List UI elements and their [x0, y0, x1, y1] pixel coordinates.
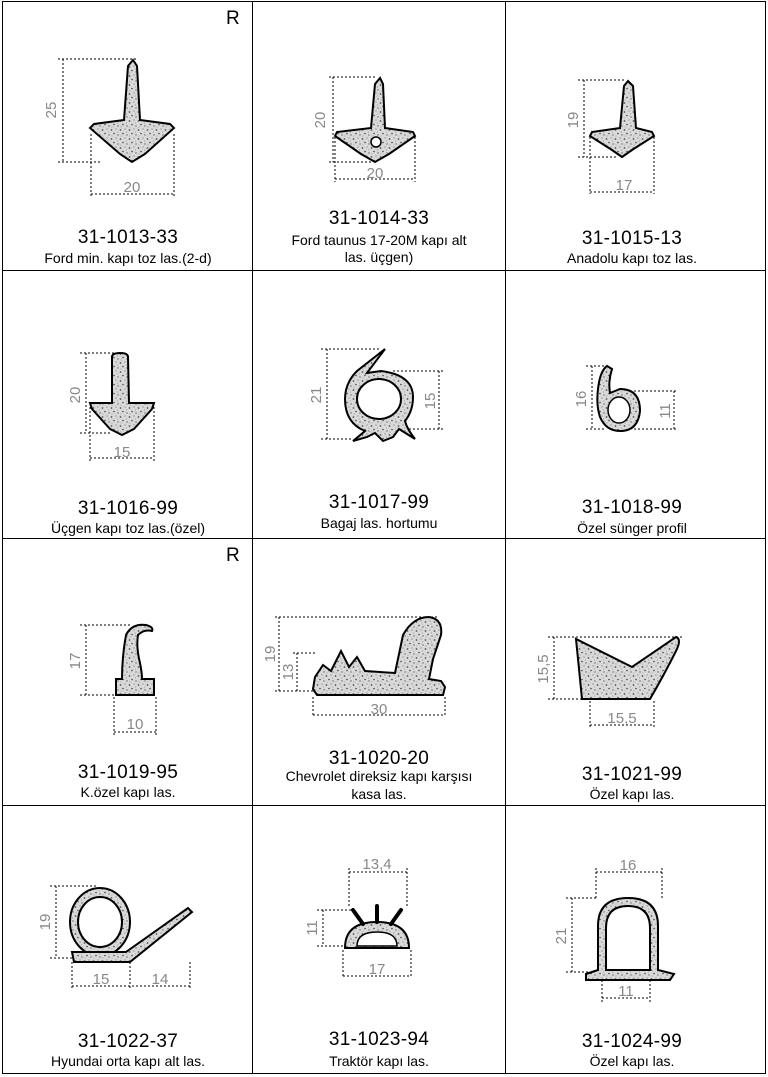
dim-label: 17 — [368, 961, 386, 978]
dim-label: 17 — [67, 652, 84, 670]
product-cell-1020 — [253, 539, 505, 805]
profile-drawing — [253, 806, 505, 1006]
product-cell-1023 — [253, 806, 505, 1073]
product-code: 31-1017-99 — [328, 492, 430, 513]
dim-label: 19 — [565, 111, 582, 129]
dim-label: 13 — [280, 663, 297, 681]
product-description: Özel sünger profil — [577, 520, 687, 536]
dim-label: 25 — [43, 101, 60, 119]
dim-label: 15,5 — [607, 710, 637, 727]
dim-label: 10 — [126, 716, 144, 733]
product-cell-1021 — [506, 539, 758, 805]
dim-label: 11 — [618, 983, 634, 1000]
product-description: Anadolu kapı toz las. — [567, 250, 697, 266]
dim-label: 16 — [619, 857, 637, 874]
product-description: Traktör kapı las. — [329, 1053, 429, 1069]
product-code: 31-1014-33 — [328, 208, 430, 229]
dim-label: 19 — [262, 645, 279, 663]
dim-label: 15 — [92, 971, 110, 988]
dim-label: 15,5 — [535, 654, 552, 684]
product-description: Ford min. kapı toz las.(2-d) — [44, 250, 212, 266]
dim-label: 20 — [67, 386, 84, 404]
dim-label: 21 — [553, 927, 570, 945]
product-code: 31-1018-99 — [581, 497, 683, 518]
profile-drawing — [506, 2, 758, 202]
registered-mark: R — [226, 545, 240, 566]
dim-label: 13,4 — [362, 856, 392, 873]
profile-drawing — [2, 2, 254, 202]
dim-label: 11 — [304, 920, 321, 936]
product-code: 31-1020-20 — [328, 748, 430, 769]
profile-drawing — [506, 539, 758, 739]
grid-border-bottom — [2, 1073, 766, 1074]
product-cell-1015 — [506, 2, 758, 270]
product-description: las. üçgen) — [344, 249, 414, 265]
dim-label: 20 — [366, 165, 384, 182]
product-code: 31-1015-13 — [581, 228, 683, 249]
product-code: 31-1022-37 — [77, 1031, 179, 1052]
product-code: 31-1024-99 — [581, 1031, 683, 1052]
product-description: Üçgen kapı toz las.(özel) — [50, 520, 206, 536]
product-description: Bagaj las. hortumu — [320, 515, 438, 531]
product-description: Özel kapı las. — [589, 786, 675, 802]
product-description: Chevrolet direksiz kapı karşısı — [285, 768, 473, 784]
product-cell-1017 — [253, 271, 505, 538]
profile-drawing — [2, 539, 254, 739]
profile-drawing — [2, 806, 254, 1006]
product-cell-1022 — [2, 806, 254, 1073]
dim-label: 15 — [113, 444, 131, 461]
profile-drawing — [253, 271, 505, 471]
product-code: 31-1016-99 — [77, 498, 179, 519]
product-cell-1019 — [2, 539, 254, 805]
profile-drawing — [2, 271, 254, 471]
product-description: K.özel kapı las. — [80, 784, 176, 800]
dim-label: 20 — [312, 111, 329, 129]
product-cell-1014 — [253, 2, 505, 270]
dim-label: 16 — [573, 390, 590, 408]
dim-label: 17 — [615, 177, 633, 194]
dim-label: 19 — [37, 913, 54, 931]
product-cell-1024 — [506, 806, 758, 1073]
product-description: Hyundai orta kapı alt las. — [50, 1053, 206, 1069]
product-description: Özel kapı las. — [589, 1053, 675, 1069]
profile-drawing — [253, 539, 505, 739]
dim-label: 30 — [370, 701, 388, 718]
product-cell-1018 — [506, 271, 758, 538]
profile-drawing — [506, 806, 758, 1006]
product-code: 31-1019-95 — [77, 762, 179, 783]
product-cell-1013 — [2, 2, 254, 270]
registered-mark: R — [226, 8, 240, 29]
profile-drawing — [506, 271, 758, 471]
product-cell-1016 — [2, 271, 254, 538]
product-code: 31-1023-94 — [328, 1029, 430, 1050]
dim-label: 21 — [308, 386, 325, 404]
product-code: 31-1013-33 — [77, 227, 179, 248]
dim-label: 11 — [657, 403, 674, 419]
product-description: Ford taunus 17-20M kapı alt — [291, 232, 467, 248]
dim-label: 15 — [422, 392, 439, 410]
profile-drawing — [253, 2, 505, 202]
dim-label: 14 — [151, 971, 169, 988]
dim-label: 20 — [123, 179, 141, 196]
product-code: 31-1021-99 — [581, 764, 683, 785]
product-description: kasa las. — [351, 786, 407, 802]
